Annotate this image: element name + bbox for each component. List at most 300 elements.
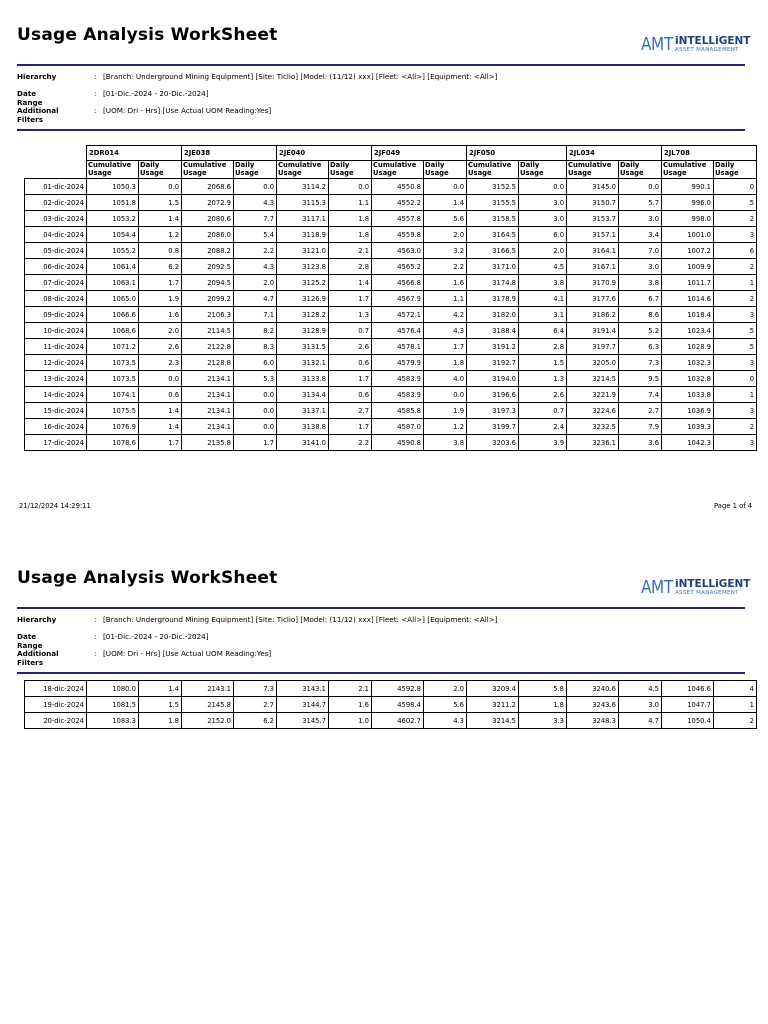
daily-usage-cell: 0.6 bbox=[329, 355, 372, 371]
date-cell: 10-dic-2024 bbox=[25, 323, 87, 339]
logo-tagline: ASSET MANAGEMENT bbox=[675, 590, 739, 596]
cumulative-usage-cell: 3178.9 bbox=[467, 291, 519, 307]
cumulative-usage-cell: 3114.2 bbox=[277, 179, 329, 195]
logo-word: iNTELLiGENT bbox=[675, 35, 751, 47]
daily-usage-cell: 0.0 bbox=[329, 179, 372, 195]
daily-usage-cell: 3.2 bbox=[424, 243, 467, 259]
date-cell: 16-dic-2024 bbox=[25, 419, 87, 435]
cumulative-usage-cell: 1028.9 bbox=[662, 339, 714, 355]
daily-usage-cell: 3.9 bbox=[519, 435, 567, 451]
daily-usage-cell: 3.0 bbox=[619, 211, 662, 227]
daily-usage-cell: 4.2 bbox=[424, 307, 467, 323]
daily-usage-cell: 0.8 bbox=[139, 243, 182, 259]
cumulative-usage-cell: 3205.0 bbox=[567, 355, 619, 371]
daily-usage-cell: 2 bbox=[714, 211, 757, 227]
daily-usage-cell: 3.1 bbox=[519, 307, 567, 323]
daily-usage-cell: 1.8 bbox=[329, 227, 372, 243]
daily-usage-cell: 7.3 bbox=[619, 355, 662, 371]
cumulative-usage-cell: 2152.0 bbox=[182, 713, 234, 729]
cumulative-usage-cell: 3182.0 bbox=[467, 307, 519, 323]
cumulative-usage-cell: 3145.0 bbox=[567, 179, 619, 195]
cumulative-usage-cell: 3145.7 bbox=[277, 713, 329, 729]
cumulative-usage-cell: 4592.8 bbox=[372, 681, 424, 697]
table-row bbox=[25, 355, 757, 371]
daily-usage-cell: 0.0 bbox=[519, 179, 567, 195]
daily-usage-cell: 4.3 bbox=[234, 259, 277, 275]
cumulative-usage-cell: 1063.1 bbox=[87, 275, 139, 291]
daily-usage-cell: 3.0 bbox=[519, 211, 567, 227]
cumulative-usage-cell: 3167.1 bbox=[567, 259, 619, 275]
daily-usage-cell: 1.8 bbox=[329, 211, 372, 227]
daily-usage-cell: 7.0 bbox=[619, 243, 662, 259]
daily-usage-cell: 4.1 bbox=[519, 291, 567, 307]
date-cell: 03-dic-2024 bbox=[25, 211, 87, 227]
cumulative-usage-cell: 2128.8 bbox=[182, 355, 234, 371]
cumulative-usage-cell: 1076.9 bbox=[87, 419, 139, 435]
filter-value: [Branch: Underground Mining Equipment] [Site: Ticlio] [Model: (11/12) xxx] [Fleet: <All>] [Equipment: <All>] bbox=[103, 72, 498, 81]
filter-label: Additional Filters bbox=[17, 106, 59, 124]
cumulative-usage-cell: 4598.4 bbox=[372, 697, 424, 713]
cumulative-usage-cell: 3138.8 bbox=[277, 419, 329, 435]
cumulative-usage-cell: 2094.5 bbox=[182, 275, 234, 291]
daily-usage-cell: 1.7 bbox=[234, 435, 277, 451]
date-cell: 04-dic-2024 bbox=[25, 227, 87, 243]
daily-usage-cell: 1.4 bbox=[329, 275, 372, 291]
daily-usage-cell: 2.7 bbox=[234, 697, 277, 713]
cumulative-usage-cell: 2134.1 bbox=[182, 387, 234, 403]
daily-usage-cell: 4.3 bbox=[234, 195, 277, 211]
daily-usage-header: Daily Usage bbox=[714, 161, 757, 179]
daily-usage-cell: 0.0 bbox=[424, 387, 467, 403]
cumulative-usage-cell: 3191.4 bbox=[567, 323, 619, 339]
daily-usage-cell: 6.2 bbox=[234, 713, 277, 729]
cumulative-usage-cell: 2143.1 bbox=[182, 681, 234, 697]
daily-usage-cell: 1.8 bbox=[519, 697, 567, 713]
cumulative-usage-cell: 2122.8 bbox=[182, 339, 234, 355]
table-row bbox=[25, 681, 757, 697]
cumulative-usage-cell: 4565.2 bbox=[372, 259, 424, 275]
daily-usage-cell: 1.8 bbox=[139, 713, 182, 729]
cumulative-usage-cell: 3199.7 bbox=[467, 419, 519, 435]
cumulative-usage-cell: 3123.8 bbox=[277, 259, 329, 275]
cumulative-usage-cell: 2114.5 bbox=[182, 323, 234, 339]
daily-usage-cell: 2.0 bbox=[519, 243, 567, 259]
cumulative-usage-cell: 4557.8 bbox=[372, 211, 424, 227]
cumulative-usage-cell: 2068.6 bbox=[182, 179, 234, 195]
daily-usage-cell: 1.9 bbox=[424, 403, 467, 419]
daily-usage-cell: 3.8 bbox=[424, 435, 467, 451]
cumulative-usage-cell: 1039.3 bbox=[662, 419, 714, 435]
cumulative-usage-cell: 1018.4 bbox=[662, 307, 714, 323]
daily-usage-cell: 0.0 bbox=[619, 179, 662, 195]
daily-usage-cell: 8.3 bbox=[234, 339, 277, 355]
cumulative-usage-cell: 1071.2 bbox=[87, 339, 139, 355]
daily-usage-cell: 0.0 bbox=[139, 179, 182, 195]
daily-usage-cell: 1.7 bbox=[139, 275, 182, 291]
table-row bbox=[25, 339, 757, 355]
cumulative-usage-cell: 1080.0 bbox=[87, 681, 139, 697]
daily-usage-cell: 4.7 bbox=[234, 291, 277, 307]
daily-usage-cell: 2.6 bbox=[329, 339, 372, 355]
equipment-header: 2JL034 bbox=[567, 146, 662, 161]
daily-usage-cell: 1.5 bbox=[139, 195, 182, 211]
daily-usage-cell: 3 bbox=[714, 435, 757, 451]
daily-usage-cell: 3 bbox=[714, 403, 757, 419]
table-row bbox=[25, 179, 757, 195]
cumulative-usage-cell: 3117.1 bbox=[277, 211, 329, 227]
equipment-header: 2JF050 bbox=[467, 146, 567, 161]
cumulative-usage-header: Cumulative Usage bbox=[182, 161, 234, 179]
daily-usage-cell: 4.3 bbox=[424, 323, 467, 339]
header-rule bbox=[17, 672, 745, 674]
cumulative-usage-cell: 1073.5 bbox=[87, 371, 139, 387]
daily-usage-cell: 5.8 bbox=[519, 681, 567, 697]
table-row bbox=[25, 195, 757, 211]
daily-usage-cell: 0.0 bbox=[234, 179, 277, 195]
daily-usage-cell: 1.7 bbox=[139, 435, 182, 451]
cumulative-usage-cell: 3214.5 bbox=[567, 371, 619, 387]
cumulative-usage-cell: 3126.9 bbox=[277, 291, 329, 307]
daily-usage-cell: 0 bbox=[714, 179, 757, 195]
cumulative-usage-cell: 4566.8 bbox=[372, 275, 424, 291]
cumulative-usage-cell: 1068.6 bbox=[87, 323, 139, 339]
daily-usage-cell: 5.2 bbox=[619, 323, 662, 339]
filter-value: [Branch: Underground Mining Equipment] [Site: Ticlio] [Model: (11/12) xxx] [Fleet: <All>] [Equipment: <All>] bbox=[103, 615, 498, 624]
daily-usage-cell: 2 bbox=[714, 291, 757, 307]
cumulative-usage-cell: 3197.7 bbox=[567, 339, 619, 355]
cumulative-usage-cell: 3232.5 bbox=[567, 419, 619, 435]
cumulative-usage-cell: 2072.9 bbox=[182, 195, 234, 211]
cumulative-usage-cell: 4587.0 bbox=[372, 419, 424, 435]
cumulative-usage-header: Cumulative Usage bbox=[567, 161, 619, 179]
cumulative-usage-cell: 3131.5 bbox=[277, 339, 329, 355]
daily-usage-cell: 2.2 bbox=[234, 243, 277, 259]
table-row bbox=[25, 403, 757, 419]
cumulative-usage-cell: 3171.0 bbox=[467, 259, 519, 275]
cumulative-usage-header: Cumulative Usage bbox=[277, 161, 329, 179]
cumulative-usage-cell: 1073.5 bbox=[87, 355, 139, 371]
daily-usage-cell: 7.9 bbox=[619, 419, 662, 435]
daily-usage-cell: 2 bbox=[714, 419, 757, 435]
cumulative-usage-cell: 3121.0 bbox=[277, 243, 329, 259]
date-cell: 15-dic-2024 bbox=[25, 403, 87, 419]
daily-usage-cell: 2.8 bbox=[519, 339, 567, 355]
table-row bbox=[25, 275, 757, 291]
daily-usage-header: Daily Usage bbox=[519, 161, 567, 179]
cumulative-usage-cell: 3137.1 bbox=[277, 403, 329, 419]
usage-table bbox=[24, 145, 757, 451]
daily-usage-cell: 4.3 bbox=[424, 713, 467, 729]
daily-usage-cell: 1.5 bbox=[139, 697, 182, 713]
cumulative-usage-cell: 3191.2 bbox=[467, 339, 519, 355]
daily-usage-cell: 1.9 bbox=[139, 291, 182, 307]
cumulative-usage-cell: 3153.7 bbox=[567, 211, 619, 227]
cumulative-usage-cell: 1042.3 bbox=[662, 435, 714, 451]
filter-colon: : bbox=[94, 72, 97, 81]
page-title: Usage Analysis WorkSheet bbox=[17, 25, 278, 45]
cumulative-usage-cell: 1036.9 bbox=[662, 403, 714, 419]
footer-page-number: Page 1 of 4 bbox=[714, 502, 753, 510]
daily-usage-cell: 1.4 bbox=[139, 419, 182, 435]
cumulative-usage-cell: 1078.6 bbox=[87, 435, 139, 451]
daily-usage-cell: 2.1 bbox=[329, 243, 372, 259]
daily-usage-cell: 3.6 bbox=[619, 435, 662, 451]
cumulative-usage-cell: 1009.9 bbox=[662, 259, 714, 275]
daily-usage-cell: 6.3 bbox=[619, 339, 662, 355]
daily-usage-cell: 1.7 bbox=[329, 419, 372, 435]
cumulative-usage-cell: 1065.0 bbox=[87, 291, 139, 307]
daily-usage-cell: 2.3 bbox=[139, 355, 182, 371]
daily-usage-cell: 0.0 bbox=[234, 403, 277, 419]
daily-usage-cell: 6.0 bbox=[519, 227, 567, 243]
cumulative-usage-cell: 3141.0 bbox=[277, 435, 329, 451]
cumulative-usage-cell: 1066.6 bbox=[87, 307, 139, 323]
cumulative-usage-cell: 990.1 bbox=[662, 179, 714, 195]
cumulative-usage-cell: 1074.1 bbox=[87, 387, 139, 403]
daily-usage-cell: 5 bbox=[714, 323, 757, 339]
daily-usage-cell: 1.0 bbox=[329, 713, 372, 729]
daily-usage-cell: 6.0 bbox=[234, 355, 277, 371]
daily-usage-cell: 9.5 bbox=[619, 371, 662, 387]
daily-usage-cell: 2.8 bbox=[329, 259, 372, 275]
daily-usage-cell: 2 bbox=[714, 713, 757, 729]
daily-usage-cell: 0.0 bbox=[234, 419, 277, 435]
table-row bbox=[25, 419, 757, 435]
filter-colon: : bbox=[94, 649, 97, 658]
daily-usage-cell: 1.6 bbox=[424, 275, 467, 291]
cumulative-usage-cell: 1061.4 bbox=[87, 259, 139, 275]
filter-value: [01-Dic.-2024 - 20-Dic.-2024] bbox=[103, 89, 209, 98]
cumulative-usage-cell: 3174.8 bbox=[467, 275, 519, 291]
table-row bbox=[25, 387, 757, 403]
daily-usage-cell: 4.5 bbox=[619, 681, 662, 697]
cumulative-usage-cell: 2080.6 bbox=[182, 211, 234, 227]
daily-usage-cell: 3.0 bbox=[519, 195, 567, 211]
cumulative-usage-cell: 1007.2 bbox=[662, 243, 714, 259]
daily-usage-header: Daily Usage bbox=[329, 161, 372, 179]
cumulative-usage-cell: 2092.5 bbox=[182, 259, 234, 275]
table-row bbox=[25, 307, 757, 323]
page-title: Usage Analysis WorkSheet bbox=[17, 568, 278, 588]
daily-usage-cell: 2.4 bbox=[519, 419, 567, 435]
table-row bbox=[25, 435, 757, 451]
cumulative-usage-cell: 1014.6 bbox=[662, 291, 714, 307]
cumulative-usage-cell: 1053.2 bbox=[87, 211, 139, 227]
daily-usage-cell: 2.0 bbox=[424, 227, 467, 243]
daily-usage-cell: 0.7 bbox=[519, 403, 567, 419]
daily-usage-cell: 0.0 bbox=[139, 371, 182, 387]
equipment-header: 2JE038 bbox=[182, 146, 277, 161]
cumulative-usage-cell: 1083.3 bbox=[87, 713, 139, 729]
equipment-header: 2DR014 bbox=[87, 146, 182, 161]
daily-usage-cell: 1.3 bbox=[519, 371, 567, 387]
daily-usage-cell: 1.4 bbox=[424, 195, 467, 211]
cumulative-usage-cell: 4579.9 bbox=[372, 355, 424, 371]
daily-usage-cell: 5.7 bbox=[619, 195, 662, 211]
daily-usage-cell: 7.7 bbox=[234, 211, 277, 227]
equipment-header: 2JE040 bbox=[277, 146, 372, 161]
cumulative-usage-header: Cumulative Usage bbox=[467, 161, 519, 179]
daily-usage-cell: 1.4 bbox=[139, 403, 182, 419]
cumulative-usage-cell: 3236.1 bbox=[567, 435, 619, 451]
cumulative-usage-cell: 2134.1 bbox=[182, 371, 234, 387]
cumulative-usage-cell: 1033.8 bbox=[662, 387, 714, 403]
daily-usage-cell: 1.1 bbox=[424, 291, 467, 307]
cumulative-usage-cell: 1047.7 bbox=[662, 697, 714, 713]
daily-usage-cell: 2.6 bbox=[519, 387, 567, 403]
daily-usage-cell: 2.7 bbox=[619, 403, 662, 419]
cumulative-usage-cell: 2106.3 bbox=[182, 307, 234, 323]
daily-usage-cell: 5 bbox=[714, 195, 757, 211]
cumulative-usage-cell: 1081.5 bbox=[87, 697, 139, 713]
cumulative-usage-cell: 3132.1 bbox=[277, 355, 329, 371]
cumulative-usage-cell: 2088.2 bbox=[182, 243, 234, 259]
filter-colon: : bbox=[94, 632, 97, 641]
daily-usage-header: Daily Usage bbox=[234, 161, 277, 179]
date-cell: 01-dic-2024 bbox=[25, 179, 87, 195]
date-cell: 17-dic-2024 bbox=[25, 435, 87, 451]
date-cell: 07-dic-2024 bbox=[25, 275, 87, 291]
daily-usage-cell: 3.4 bbox=[619, 227, 662, 243]
cumulative-usage-cell: 3248.3 bbox=[567, 713, 619, 729]
cumulative-usage-cell: 3170.9 bbox=[567, 275, 619, 291]
daily-usage-cell: 8.2 bbox=[234, 323, 277, 339]
daily-usage-cell: 7.1 bbox=[234, 307, 277, 323]
daily-usage-cell: 2.0 bbox=[139, 323, 182, 339]
cumulative-usage-cell: 998.0 bbox=[662, 211, 714, 227]
cumulative-usage-cell: 4559.8 bbox=[372, 227, 424, 243]
daily-usage-cell: 4.0 bbox=[424, 371, 467, 387]
cumulative-usage-cell: 4572.1 bbox=[372, 307, 424, 323]
daily-usage-cell: 0.7 bbox=[329, 323, 372, 339]
daily-usage-cell: 8.6 bbox=[619, 307, 662, 323]
logo-word: iNTELLiGENT bbox=[675, 578, 751, 590]
header-rule bbox=[17, 129, 745, 131]
cumulative-usage-cell: 3203.6 bbox=[467, 435, 519, 451]
cumulative-usage-cell: 3118.9 bbox=[277, 227, 329, 243]
filter-label: Additional Filters bbox=[17, 649, 59, 667]
cumulative-usage-cell: 1054.4 bbox=[87, 227, 139, 243]
daily-usage-cell: 1.2 bbox=[139, 227, 182, 243]
daily-usage-cell: 1.7 bbox=[329, 371, 372, 387]
daily-usage-cell: 6.7 bbox=[619, 291, 662, 307]
cumulative-usage-cell: 1032.8 bbox=[662, 371, 714, 387]
daily-usage-cell: 5.4 bbox=[234, 227, 277, 243]
equipment-header: 2JL708 bbox=[662, 146, 757, 161]
cumulative-usage-cell: 3128.9 bbox=[277, 323, 329, 339]
cumulative-usage-cell: 4567.9 bbox=[372, 291, 424, 307]
table-row bbox=[25, 371, 757, 387]
daily-usage-cell: 2 bbox=[714, 259, 757, 275]
date-cell: 08-dic-2024 bbox=[25, 291, 87, 307]
cumulative-usage-header: Cumulative Usage bbox=[372, 161, 424, 179]
date-cell: 14-dic-2024 bbox=[25, 387, 87, 403]
daily-usage-cell: 1 bbox=[714, 275, 757, 291]
daily-usage-cell: 6 bbox=[714, 243, 757, 259]
cumulative-usage-cell: 1075.5 bbox=[87, 403, 139, 419]
cumulative-usage-cell: 4578.1 bbox=[372, 339, 424, 355]
cumulative-usage-cell: 3157.1 bbox=[567, 227, 619, 243]
table-row bbox=[25, 243, 757, 259]
daily-usage-cell: 3.0 bbox=[619, 259, 662, 275]
daily-usage-cell: 2.1 bbox=[329, 681, 372, 697]
daily-usage-cell: 6.2 bbox=[139, 259, 182, 275]
cumulative-usage-cell: 1050.3 bbox=[87, 179, 139, 195]
table-row bbox=[25, 291, 757, 307]
cumulative-usage-cell: 3158.5 bbox=[467, 211, 519, 227]
table-row bbox=[25, 259, 757, 275]
cumulative-usage-cell: 3211.2 bbox=[467, 697, 519, 713]
daily-usage-cell: 1.4 bbox=[139, 211, 182, 227]
cumulative-usage-cell: 3144.7 bbox=[277, 697, 329, 713]
table-row bbox=[25, 697, 757, 713]
filter-label: Hierarchy bbox=[17, 72, 57, 81]
cumulative-usage-cell: 2086.0 bbox=[182, 227, 234, 243]
daily-usage-cell: 1.3 bbox=[329, 307, 372, 323]
filter-label: Hierarchy bbox=[17, 615, 57, 624]
cumulative-usage-cell: 3115.3 bbox=[277, 195, 329, 211]
cumulative-usage-cell: 3197.3 bbox=[467, 403, 519, 419]
filter-value: [UOM: Dri - Hrs] [Use Actual UOM Reading:Yes] bbox=[103, 106, 272, 115]
cumulative-usage-cell: 3150.7 bbox=[567, 195, 619, 211]
daily-usage-cell: 1.5 bbox=[519, 355, 567, 371]
daily-usage-cell: 4 bbox=[714, 681, 757, 697]
daily-usage-cell: 3.8 bbox=[619, 275, 662, 291]
cumulative-usage-cell: 3240.6 bbox=[567, 681, 619, 697]
daily-usage-cell: 5.6 bbox=[424, 211, 467, 227]
daily-usage-cell: 7.4 bbox=[619, 387, 662, 403]
cumulative-usage-cell: 3221.9 bbox=[567, 387, 619, 403]
cumulative-usage-cell: 2135.8 bbox=[182, 435, 234, 451]
header-rule bbox=[17, 64, 745, 66]
cumulative-usage-cell: 4552.2 bbox=[372, 195, 424, 211]
cumulative-usage-cell: 3164.5 bbox=[467, 227, 519, 243]
header-rule bbox=[17, 607, 745, 609]
daily-usage-cell: 3.3 bbox=[519, 713, 567, 729]
date-cell: 19-dic-2024 bbox=[25, 697, 87, 713]
cumulative-usage-cell: 2134.1 bbox=[182, 419, 234, 435]
cumulative-usage-cell: 1023.4 bbox=[662, 323, 714, 339]
cumulative-usage-cell: 4576.4 bbox=[372, 323, 424, 339]
equipment-header: 2JF049 bbox=[372, 146, 467, 161]
cumulative-usage-cell: 1011.7 bbox=[662, 275, 714, 291]
cumulative-usage-cell: 4550.8 bbox=[372, 179, 424, 195]
daily-usage-cell: 7.3 bbox=[234, 681, 277, 697]
cumulative-usage-cell: 3125.2 bbox=[277, 275, 329, 291]
cumulative-usage-cell: 1046.6 bbox=[662, 681, 714, 697]
daily-usage-cell: 4.5 bbox=[519, 259, 567, 275]
cumulative-usage-cell: 1001.0 bbox=[662, 227, 714, 243]
cumulative-usage-cell: 3209.4 bbox=[467, 681, 519, 697]
filter-value: [UOM: Dri - Hrs] [Use Actual UOM Reading:Yes] bbox=[103, 649, 272, 658]
logo-brand: AMT bbox=[641, 577, 673, 598]
cumulative-usage-cell: 3134.4 bbox=[277, 387, 329, 403]
logo-tagline: ASSET MANAGEMENT bbox=[675, 47, 739, 53]
filter-value: [01-Dic.-2024 - 20-Dic.-2024] bbox=[103, 632, 209, 641]
company-logo bbox=[641, 577, 751, 601]
daily-usage-cell: 0.6 bbox=[329, 387, 372, 403]
footer-timestamp: 21/12/2024 14:29:11 bbox=[19, 502, 91, 510]
cumulative-usage-cell: 4583.9 bbox=[372, 387, 424, 403]
header-spacer bbox=[25, 161, 87, 179]
date-cell: 11-dic-2024 bbox=[25, 339, 87, 355]
usage-table-container bbox=[0, 145, 755, 451]
company-logo bbox=[641, 34, 751, 58]
daily-usage-header: Daily Usage bbox=[619, 161, 662, 179]
date-cell: 20-dic-2024 bbox=[25, 713, 87, 729]
cumulative-usage-cell: 4583.9 bbox=[372, 371, 424, 387]
date-cell: 09-dic-2024 bbox=[25, 307, 87, 323]
